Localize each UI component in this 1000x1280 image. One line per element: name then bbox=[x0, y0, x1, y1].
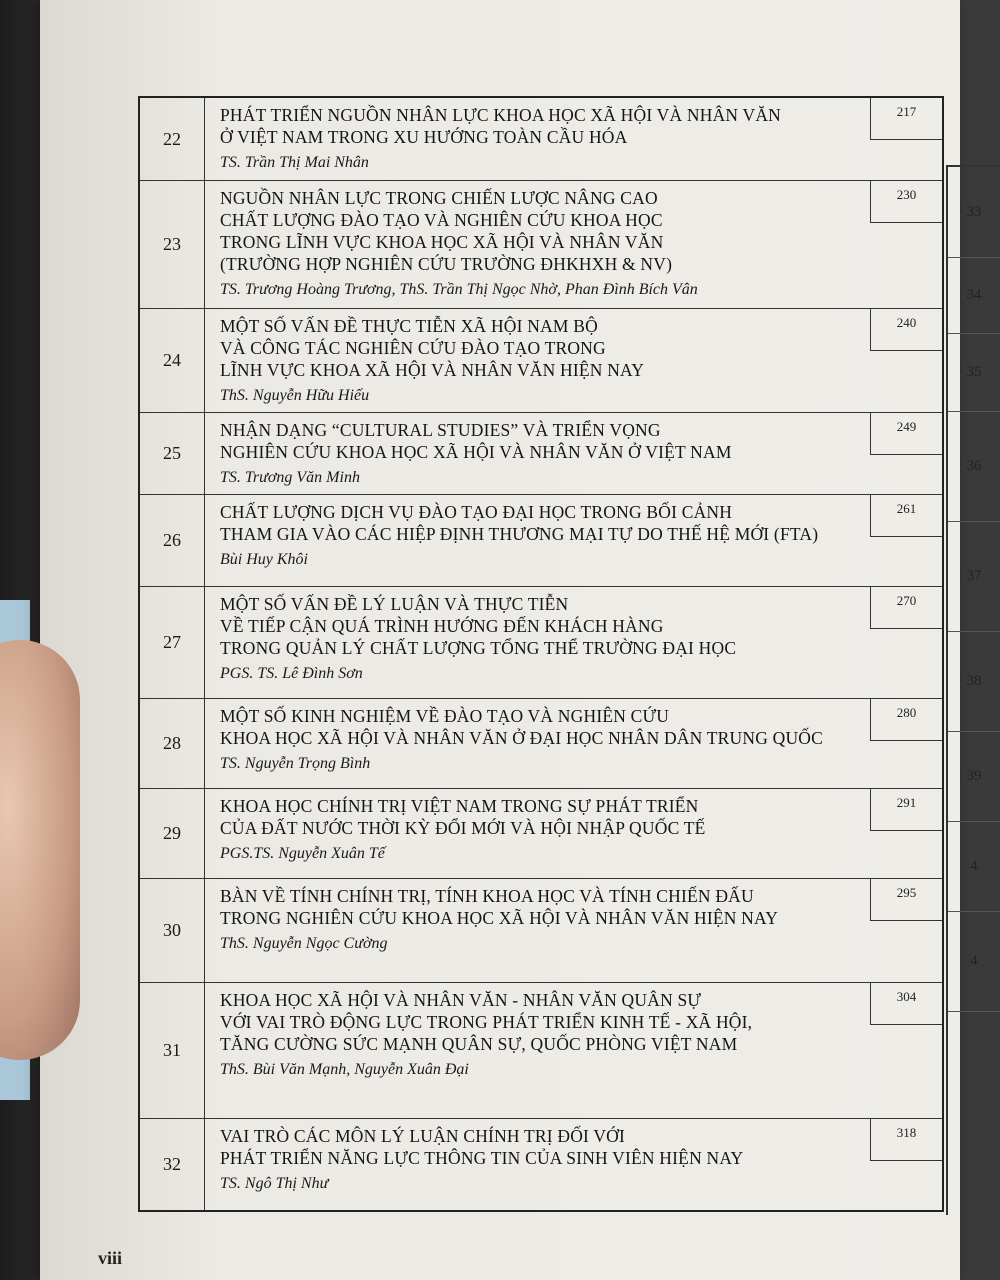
entry-author: ThS. Nguyễn Hữu Hiếu bbox=[220, 387, 370, 404]
entry-title-line: CHẤT LƯỢNG ĐÀO TẠO VÀ NGHIÊN CỨU KHOA HỌC bbox=[220, 210, 663, 230]
entry-title-line: PHÁT TRIỂN NĂNG LỰC THÔNG TIN CỦA SINH VIÊN HIỆN NAY bbox=[220, 1148, 744, 1168]
entry-title-line: MỘT SỐ VẤN ĐỀ LÝ LUẬN VÀ THỰC TIỄN bbox=[220, 594, 569, 614]
entry-number: 30 bbox=[140, 879, 205, 982]
entry-title-line: KHOA HỌC CHÍNH TRỊ VIỆT NAM TRONG SỰ PHÁT TRIỂN bbox=[220, 796, 699, 816]
entry-page-number: 318 bbox=[870, 1119, 942, 1161]
entry-number: 27 bbox=[140, 587, 205, 698]
entry-author: PGS. TS. Lê Đình Sơn bbox=[220, 665, 363, 682]
entry-title-line: TRONG QUẢN LÝ CHẤT LƯỢNG TỔNG THỂ TRƯỜNG ĐẠI HỌC bbox=[220, 638, 737, 658]
entry-author: TS. Ngô Thị Như bbox=[220, 1175, 329, 1192]
next-entry-number: 33 bbox=[948, 167, 1000, 258]
entry-title-line: TĂNG CƯỜNG SỨC MẠNH QUÂN SỰ, QUỐC PHÒNG VIỆT NAM bbox=[220, 1034, 738, 1054]
entry-title-line: MỘT SỐ KINH NGHIỆM VỀ ĐÀO TẠO VÀ NGHIÊN CỨU bbox=[220, 706, 670, 726]
toc-entry bbox=[140, 308, 942, 412]
entry-page-number: 270 bbox=[870, 587, 942, 629]
toc-entry bbox=[140, 788, 942, 878]
entry-page-number: 230 bbox=[870, 181, 942, 223]
entry-title-line: LĨNH VỰC KHOA XÃ HỘI VÀ NHÂN VĂN HIỆN NAY bbox=[220, 360, 645, 380]
finger bbox=[0, 640, 80, 1060]
entry-author: TS. Trương Văn Minh bbox=[220, 469, 360, 486]
entry-title-line: PHÁT TRIỂN NGUỒN NHÂN LỰC KHOA HỌC XÃ HỘI VÀ NHÂN VĂN bbox=[220, 105, 782, 125]
toc-table bbox=[138, 96, 944, 1212]
entry-title-line: Ở VIỆT NAM TRONG XU HƯỚNG TOÀN CẦU HÓA bbox=[220, 127, 628, 147]
toc-entry bbox=[140, 982, 942, 1118]
next-entry-number: 36 bbox=[948, 411, 1000, 522]
next-entry-number: 38 bbox=[948, 631, 1000, 732]
toc-entry bbox=[140, 586, 942, 698]
entry-title-line: VAI TRÒ CÁC MÔN LÝ LUẬN CHÍNH TRỊ ĐỐI VỚI bbox=[220, 1126, 626, 1146]
entry-number: 32 bbox=[140, 1119, 205, 1210]
entry-author: TS. Trương Hoàng Trương, ThS. Trần Thị Ngọc Nhờ, Phan Đình Bích Vân bbox=[220, 281, 698, 298]
entry-title-line: NGUỒN NHÂN LỰC TRONG CHIẾN LƯỢC NÂNG CAO bbox=[220, 188, 658, 208]
entry-number: 24 bbox=[140, 309, 205, 412]
page-number-roman: viii bbox=[98, 1248, 123, 1268]
toc-entry bbox=[140, 1118, 942, 1210]
entry-page-number: 261 bbox=[870, 495, 942, 537]
entry-title-line: CỦA ĐẤT NƯỚC THỜI KỲ ĐỔI MỚI VÀ HỘI NHẬP QUỐC TẾ bbox=[220, 818, 706, 838]
toc-entry bbox=[140, 494, 942, 586]
entry-page-number: 291 bbox=[870, 789, 942, 831]
entry-title-line: THAM GIA VÀO CÁC HIỆP ĐỊNH THƯƠNG MẠI TỰ DO THẾ HỆ MỚI (FTA) bbox=[220, 524, 819, 544]
entry-number: 31 bbox=[140, 983, 205, 1118]
toc-entry bbox=[140, 878, 942, 982]
book-page bbox=[40, 0, 982, 1280]
entry-title-line: VÀ CÔNG TÁC NGHIÊN CỨU ĐÀO TẠO TRONG bbox=[220, 338, 606, 358]
entry-title-line: MỘT SỐ VẤN ĐỀ THỰC TIỄN XÃ HỘI NAM BỘ bbox=[220, 316, 598, 336]
entry-title-line: VỀ TIẾP CẬN QUÁ TRÌNH HƯỚNG ĐẾN KHÁCH HÀNG bbox=[220, 616, 664, 636]
entry-page-number: 240 bbox=[870, 309, 942, 351]
entry-title-line: NHẬN DẠNG “CULTURAL STUDIES” VÀ TRIỂN VỌNG bbox=[220, 420, 661, 440]
entry-number: 22 bbox=[140, 98, 205, 180]
entry-author: ThS. Nguyễn Ngọc Cường bbox=[220, 935, 388, 952]
next-page-table-edge bbox=[946, 165, 1000, 1215]
entry-page-number: 249 bbox=[870, 413, 942, 455]
entry-title-line: BÀN VỀ TÍNH CHÍNH TRỊ, TÍNH KHOA HỌC VÀ TÍNH CHIẾN ĐẤU bbox=[220, 886, 754, 906]
entry-number: 26 bbox=[140, 495, 205, 586]
toc-entry bbox=[140, 412, 942, 494]
entry-title-line: VỚI VAI TRÒ ĐỘNG LỰC TRONG PHÁT TRIỂN KINH TẾ - XÃ HỘI, bbox=[220, 1012, 753, 1032]
next-entry-number: 4 bbox=[948, 821, 1000, 912]
entry-number: 29 bbox=[140, 789, 205, 878]
toc-entry bbox=[140, 98, 942, 180]
entry-author: TS. Nguyễn Trọng Bình bbox=[220, 755, 371, 772]
entry-page-number: 217 bbox=[870, 98, 942, 140]
entry-page-number: 295 bbox=[870, 879, 942, 921]
next-entry-number: 34 bbox=[948, 257, 1000, 334]
entry-author: Bùi Huy Khôi bbox=[220, 551, 308, 568]
entry-author: TS. Trần Thị Mai Nhân bbox=[220, 154, 369, 171]
entry-page-number: 280 bbox=[870, 699, 942, 741]
entry-author: ThS. Bùi Văn Mạnh, Nguyễn Xuân Đại bbox=[220, 1061, 469, 1078]
entry-title-line: TRONG LĨNH VỰC KHOA HỌC XÃ HỘI VÀ NHÂN VĂN bbox=[220, 232, 664, 252]
entry-number: 23 bbox=[140, 181, 205, 308]
toc-entry bbox=[140, 698, 942, 788]
entry-title-line: KHOA HỌC XÃ HỘI VÀ NHÂN VĂN - NHÂN VĂN QUÂN SỰ bbox=[220, 990, 702, 1010]
entry-author: PGS.TS. Nguyễn Xuân Tế bbox=[220, 845, 385, 862]
entry-title-line: KHOA HỌC XÃ HỘI VÀ NHÂN VĂN Ở ĐẠI HỌC NHÂN DÂN TRUNG QUỐC bbox=[220, 728, 823, 748]
entry-title-line: (TRƯỜNG HỢP NGHIÊN CỨU TRƯỜNG ĐHKHXH & NV) bbox=[220, 254, 673, 274]
entry-number: 28 bbox=[140, 699, 205, 788]
toc-entry bbox=[140, 180, 942, 308]
next-entry-number: 35 bbox=[948, 333, 1000, 412]
next-entry-number: 4 bbox=[948, 911, 1000, 1012]
next-entry-number: 39 bbox=[948, 731, 1000, 822]
entry-page-number: 304 bbox=[870, 983, 942, 1025]
entry-title-line: CHẤT LƯỢNG DỊCH VỤ ĐÀO TẠO ĐẠI HỌC TRONG BỐI CẢNH bbox=[220, 502, 733, 522]
entry-title-line: NGHIÊN CỨU KHOA HỌC XÃ HỘI VÀ NHÂN VĂN Ở VIỆT NAM bbox=[220, 442, 732, 462]
next-entry-number: 37 bbox=[948, 521, 1000, 632]
entry-number: 25 bbox=[140, 413, 205, 494]
entry-title-line: TRONG NGHIÊN CỨU KHOA HỌC XÃ HỘI VÀ NHÂN VĂN HIỆN NAY bbox=[220, 908, 779, 928]
